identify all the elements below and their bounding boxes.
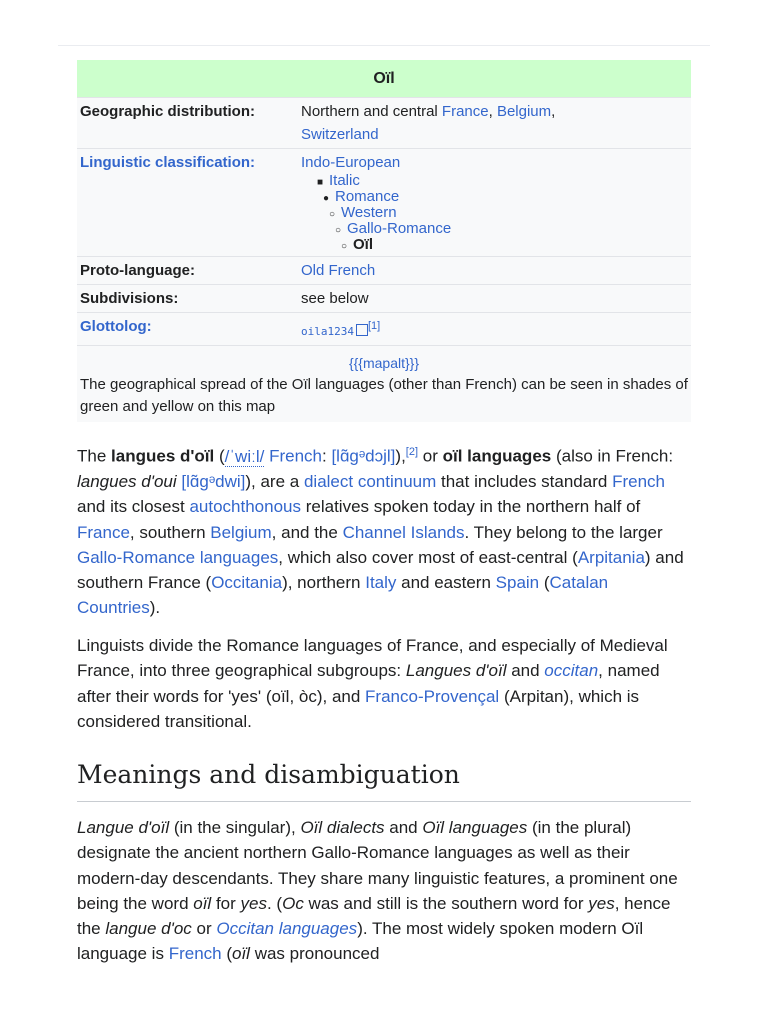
infobox-title: Oïl xyxy=(77,60,691,97)
classification-label[interactable]: Linguistic classification: xyxy=(80,154,256,171)
third-paragraph: Langue d'oïl (in the singular), Oïl dialects and Oïl languages (in the plural) designate the ancient northern Gallo-Romance languages as well as their modern-day descendants. They share many linguistic features, a prominent one being the word oïl for yes. (Oc was and still is the southern word for yes, hence the langue d'oc or Occitan languages). The most widely spoken modern Oïl language is French (oïl was pronounced xyxy=(77,818,678,964)
link-italic[interactable]: Italic xyxy=(329,172,360,189)
proto-label: Proto-language: xyxy=(80,262,195,279)
link-italy[interactable]: Italy xyxy=(365,573,397,593)
ipa-wiil[interactable]: /ˈwiːl/ xyxy=(224,446,265,466)
link-french-lang[interactable]: French xyxy=(269,446,322,466)
circle-bullet-icon: ○ xyxy=(341,241,348,252)
infobox-row-proto xyxy=(77,256,691,284)
link-gallo-romance-languages[interactable]: Gallo-Romance languages xyxy=(77,547,279,567)
link-romance[interactable]: Romance xyxy=(335,188,400,205)
link-catalan-countries[interactable]: Catalan Countries xyxy=(77,573,609,618)
ipa-lang-doil[interactable]: [lɑ̃ɡᵊdɔjl] xyxy=(331,446,396,466)
link-spain[interactable]: Spain xyxy=(495,573,540,593)
link-belgium-body[interactable]: Belgium xyxy=(210,522,272,542)
second-paragraph: Linguists divide the Romance languages of France, and especially of Medieval France, into three geographical subgroups: Langues d'oïl and occitan, named after their words for 'yes' (oïl, òc), and Franco-Provençal (Arpitan), which is considered transitional. xyxy=(77,636,668,731)
disc-bullet-icon: ● xyxy=(323,193,330,204)
link-gallo-romance[interactable]: Gallo-Romance xyxy=(347,220,452,237)
intro-paragraph: The langues d'oïl (/ˈwiːl/ French: [lɑ̃ɡᵊdɔjl]),[2] or oïl languages (also in French: langues d'oui [lɑ̃ɡᵊdwi]), are a dialect continuum that includes standard French and its closest autochthonous relatives spoken today in the northern half of France, southern Belgium, and the Channel Islands. They belong to the larger Gallo-Romance languages, which also cover most of east-central (Arpitania) and southern France (Occitania), northern Italy and eastern Spain (Catalan Countries). xyxy=(77,446,684,618)
infobox xyxy=(77,60,691,422)
infobox-map xyxy=(77,345,691,422)
classification-value xyxy=(301,151,691,254)
link-french[interactable]: French xyxy=(612,471,665,491)
glottolog-label[interactable]: Glottolog: xyxy=(80,318,152,335)
header-divider xyxy=(58,45,710,46)
infobox-row-geographic xyxy=(77,97,691,148)
circle-bullet-icon: ○ xyxy=(329,209,336,220)
link-glottolog-code[interactable]: oila1234 xyxy=(301,325,354,338)
link-occitan[interactable]: occitan xyxy=(544,661,599,681)
subdivisions-label: Subdivisions: xyxy=(80,290,179,307)
map-alt-text[interactable]: {{{mapalt}}} xyxy=(348,355,420,371)
link-occitania[interactable]: Occitania xyxy=(211,573,283,593)
geographic-prefix: Northern and central xyxy=(301,103,442,120)
link-dialect-continuum[interactable]: dialect continuum xyxy=(303,471,437,491)
ref-2[interactable]: [2] xyxy=(405,446,419,458)
tree-current-oil: Oïl xyxy=(353,236,374,253)
infobox-row-subdivisions xyxy=(77,284,691,312)
tree-item-oil xyxy=(301,238,691,254)
link-channel-islands[interactable]: Channel Islands xyxy=(342,522,465,542)
square-bullet-icon: ■ xyxy=(317,177,324,188)
link-old-french[interactable]: Old French xyxy=(301,262,376,279)
link-switzerland[interactable]: Switzerland xyxy=(301,126,379,143)
subdivisions-value: see below xyxy=(301,290,369,307)
geographic-value: Northern and central France, Belgium, Switzerland xyxy=(301,103,556,143)
infobox-row-classification xyxy=(77,148,691,256)
map-caption: The geographical spread of the Oïl languages (other than French) can be seen in shades of green and yellow on this map xyxy=(80,376,688,415)
term-oil-languages: oïl languages xyxy=(442,446,552,466)
term-langues-doil: langues d'oïl xyxy=(111,446,215,466)
link-indo-european[interactable]: Indo-European xyxy=(301,154,401,171)
link-arpitania[interactable]: Arpitania xyxy=(577,547,645,567)
link-belgium[interactable]: Belgium xyxy=(496,103,552,120)
link-french-para3[interactable]: French xyxy=(168,944,222,964)
link-autochthonous[interactable]: autochthonous xyxy=(189,497,301,517)
link-franco-provencal[interactable]: Franco-Provençal xyxy=(365,686,500,706)
ipa-lang-doui[interactable]: [lɑ̃ɡᵊdwi] xyxy=(181,471,246,491)
geographic-label: Geographic distribution: xyxy=(80,103,255,120)
external-link-icon xyxy=(356,324,368,336)
infobox-row-glottolog xyxy=(77,312,691,345)
link-western[interactable]: Western xyxy=(341,204,397,221)
link-france-body[interactable]: France xyxy=(77,522,130,542)
ref-1[interactable]: [1] xyxy=(367,320,381,332)
classification-tree xyxy=(301,174,691,254)
section-heading: Meanings and disambiguation xyxy=(77,755,691,802)
link-occitan-languages[interactable]: Occitan languages xyxy=(216,919,358,939)
link-france[interactable]: France xyxy=(441,103,489,120)
circle-bullet-icon: ○ xyxy=(335,225,342,236)
